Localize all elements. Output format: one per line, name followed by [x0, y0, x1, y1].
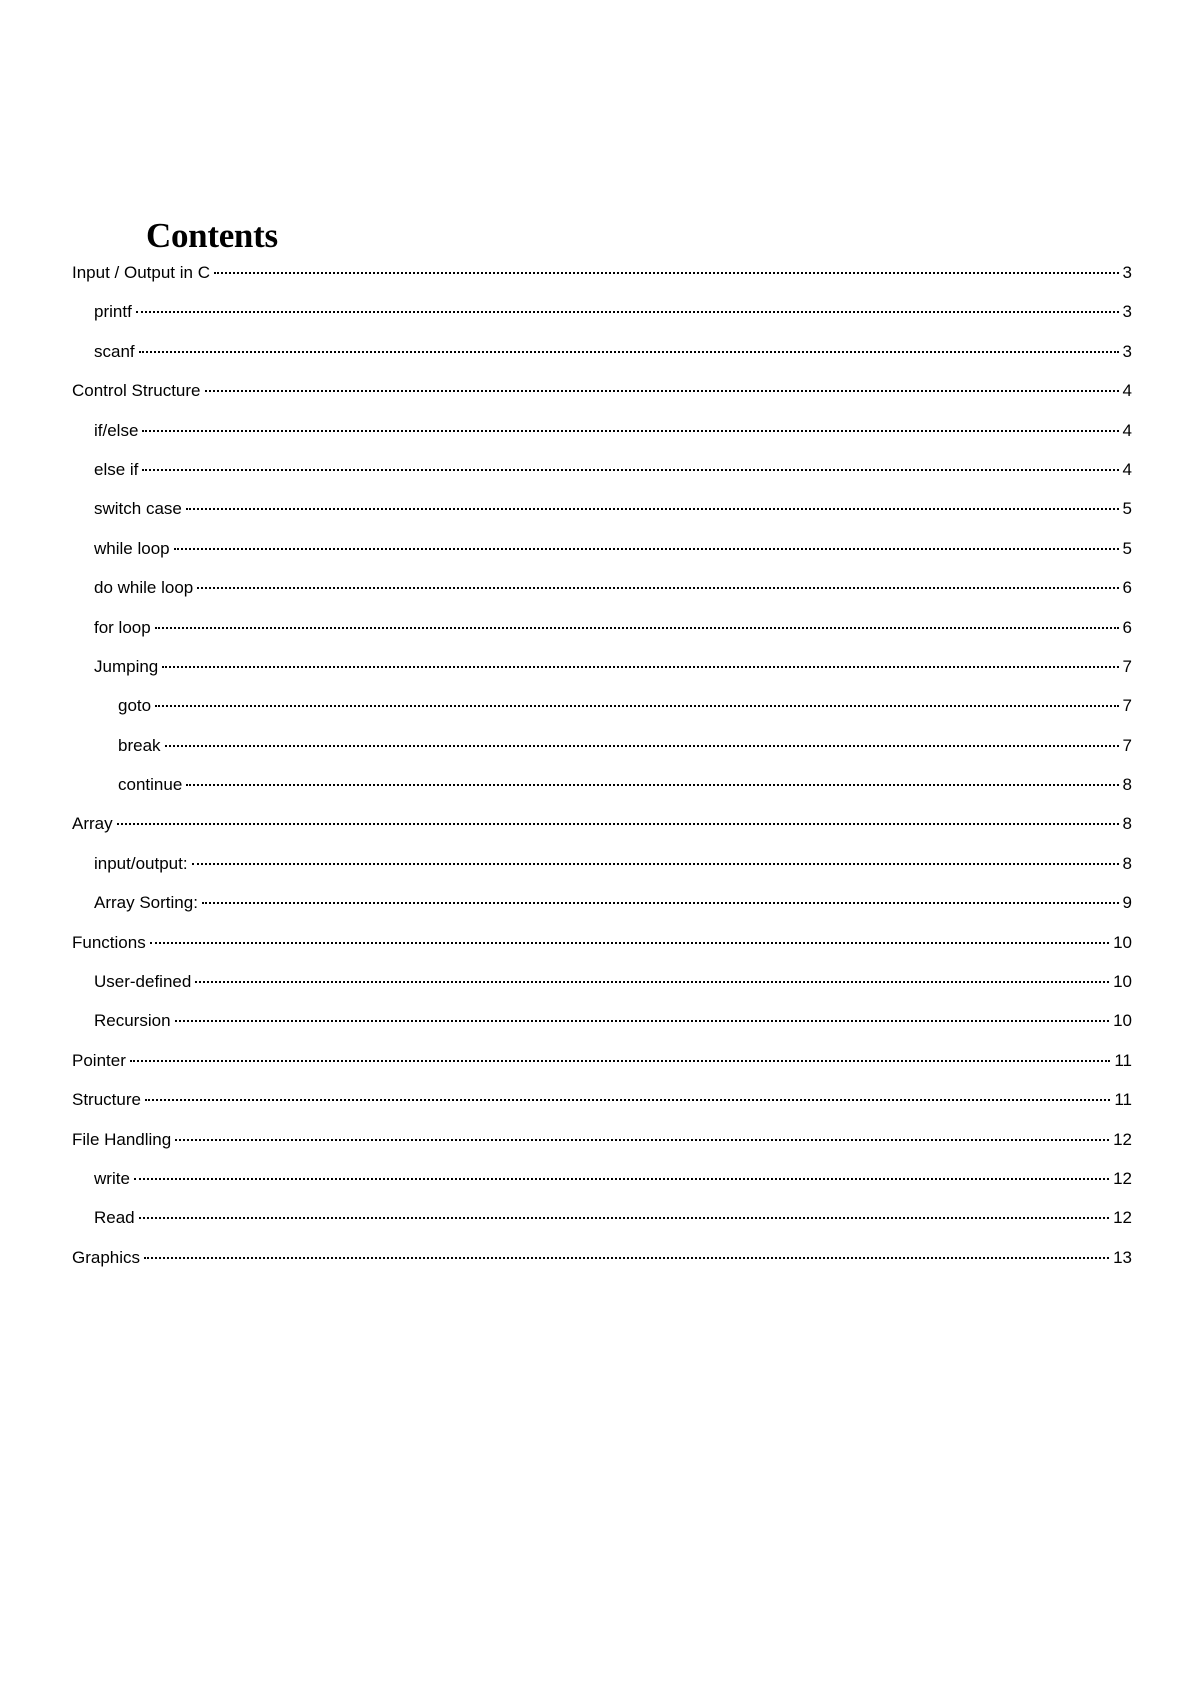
toc-entry[interactable]: [72, 1005, 1132, 1044]
toc-entry-label: Pointer: [72, 1050, 126, 1070]
toc-page-number: 11: [1114, 1050, 1132, 1070]
table-of-contents: [72, 257, 1132, 1281]
toc-dot-leader: [130, 1059, 1110, 1062]
toc-page-number: 4: [1122, 459, 1132, 479]
toc-entry-label: Read: [94, 1208, 135, 1228]
toc-page-number: 3: [1122, 302, 1132, 322]
toc-entry[interactable]: [72, 336, 1132, 375]
toc-page-number: 5: [1122, 538, 1132, 558]
toc-page-number: 4: [1122, 381, 1132, 401]
toc-entry-label: write: [94, 1168, 130, 1188]
toc-entry[interactable]: [72, 493, 1132, 532]
toc-dot-leader: [214, 271, 1119, 274]
toc-entry-label: if/else: [94, 420, 139, 440]
toc-dot-leader: [186, 507, 1119, 510]
toc-entry[interactable]: [72, 1242, 1132, 1281]
toc-entry[interactable]: [72, 651, 1132, 690]
toc-dot-leader: [150, 941, 1109, 944]
toc-page-number: 8: [1122, 775, 1132, 795]
toc-entry-label: Array: [72, 814, 113, 834]
toc-page-number: 6: [1122, 578, 1132, 598]
toc-entry-label: Control Structure: [72, 381, 201, 401]
toc-entry-label: Recursion: [94, 1011, 171, 1031]
toc-dot-leader: [155, 626, 1119, 629]
toc-page-number: 7: [1122, 656, 1132, 676]
toc-title: Contents: [146, 216, 278, 255]
toc-entry[interactable]: [72, 690, 1132, 729]
toc-entry-label: continue: [118, 775, 183, 795]
toc-entry[interactable]: [72, 415, 1132, 454]
toc-dot-leader: [205, 389, 1119, 392]
toc-entry[interactable]: [72, 730, 1132, 769]
toc-dot-leader: [134, 1177, 1109, 1180]
toc-entry[interactable]: [72, 454, 1132, 493]
toc-page-number: 10: [1113, 932, 1132, 952]
toc-entry-label: Functions: [72, 932, 146, 952]
toc-page-number: 8: [1122, 814, 1132, 834]
toc-entry-label: printf: [94, 302, 132, 322]
toc-entry[interactable]: [72, 1084, 1132, 1123]
toc-page-number: 9: [1122, 893, 1132, 913]
toc-entry-label: input/output:: [94, 853, 188, 873]
toc-entry[interactable]: [72, 1045, 1132, 1084]
toc-entry-label: while loop: [94, 538, 170, 558]
toc-dot-leader: [142, 429, 1118, 432]
toc-page-number: 10: [1113, 972, 1132, 992]
toc-entry[interactable]: [72, 612, 1132, 651]
toc-entry[interactable]: [72, 1163, 1132, 1202]
toc-page-number: 11: [1114, 1090, 1132, 1110]
toc-page-number: 12: [1113, 1129, 1132, 1149]
toc-dot-leader: [117, 822, 1119, 825]
toc-page-number: 10: [1113, 1011, 1132, 1031]
toc-dot-leader: [144, 1256, 1109, 1259]
toc-entry-label: goto: [118, 696, 152, 716]
toc-dot-leader: [142, 468, 1118, 471]
toc-entry-label: Input / Output in C: [72, 263, 210, 282]
toc-dot-leader: [195, 980, 1109, 983]
toc-entry[interactable]: [72, 1124, 1132, 1163]
toc-entry-label: else if: [94, 459, 139, 479]
toc-entry[interactable]: [72, 257, 1132, 296]
toc-dot-leader: [162, 665, 1118, 668]
toc-entry-label: switch case: [94, 499, 182, 519]
toc-dot-leader: [175, 1019, 1110, 1022]
toc-dot-leader: [139, 350, 1119, 353]
toc-dot-leader: [136, 310, 1119, 313]
toc-entry[interactable]: [72, 848, 1132, 887]
toc-page-number: 8: [1122, 853, 1132, 873]
toc-entry[interactable]: [72, 966, 1132, 1005]
toc-entry[interactable]: [72, 296, 1132, 335]
toc-page-number: 3: [1122, 341, 1132, 361]
toc-page-number: 6: [1122, 617, 1132, 637]
toc-entry[interactable]: [72, 375, 1132, 414]
toc-dot-leader: [174, 547, 1119, 550]
toc-page-number: 7: [1122, 696, 1132, 716]
toc-entry[interactable]: [72, 808, 1132, 847]
toc-page-number: 12: [1113, 1168, 1132, 1188]
toc-entry[interactable]: [72, 887, 1132, 926]
toc-dot-leader: [155, 704, 1118, 707]
toc-entry[interactable]: [72, 572, 1132, 611]
toc-entry-label: Graphics: [72, 1247, 141, 1267]
toc-dot-leader: [165, 744, 1119, 747]
toc-entry[interactable]: [72, 1202, 1132, 1241]
toc-entry-label: User-defined: [94, 972, 192, 992]
toc-page-number: 3: [1122, 263, 1132, 282]
toc-entry-label: break: [118, 735, 161, 755]
toc-page-number: 5: [1122, 499, 1132, 519]
toc-dot-leader: [139, 1216, 1109, 1219]
toc-entry-label: scanf: [94, 341, 135, 361]
toc-page-number: 7: [1122, 735, 1132, 755]
toc-entry[interactable]: [72, 769, 1132, 808]
toc-entry-label: Structure: [72, 1090, 141, 1110]
toc-entry-label: File Handling: [72, 1129, 172, 1149]
toc-entry-label: for loop: [94, 617, 151, 637]
toc-page-number: 4: [1122, 420, 1132, 440]
toc-entry[interactable]: [72, 927, 1132, 966]
toc-dot-leader: [202, 901, 1119, 904]
toc-entry-label: Jumping: [94, 656, 159, 676]
toc-page-number: 12: [1113, 1208, 1132, 1228]
toc-dot-leader: [192, 862, 1119, 865]
toc-page-number: 13: [1113, 1247, 1132, 1267]
toc-dot-leader: [175, 1138, 1109, 1141]
toc-entry-label: do while loop: [94, 578, 194, 598]
toc-entry-label: Array Sorting:: [94, 893, 198, 913]
toc-dot-leader: [197, 586, 1118, 589]
toc-dot-leader: [145, 1098, 1110, 1101]
toc-dot-leader: [186, 783, 1118, 786]
toc-entry[interactable]: [72, 533, 1132, 572]
